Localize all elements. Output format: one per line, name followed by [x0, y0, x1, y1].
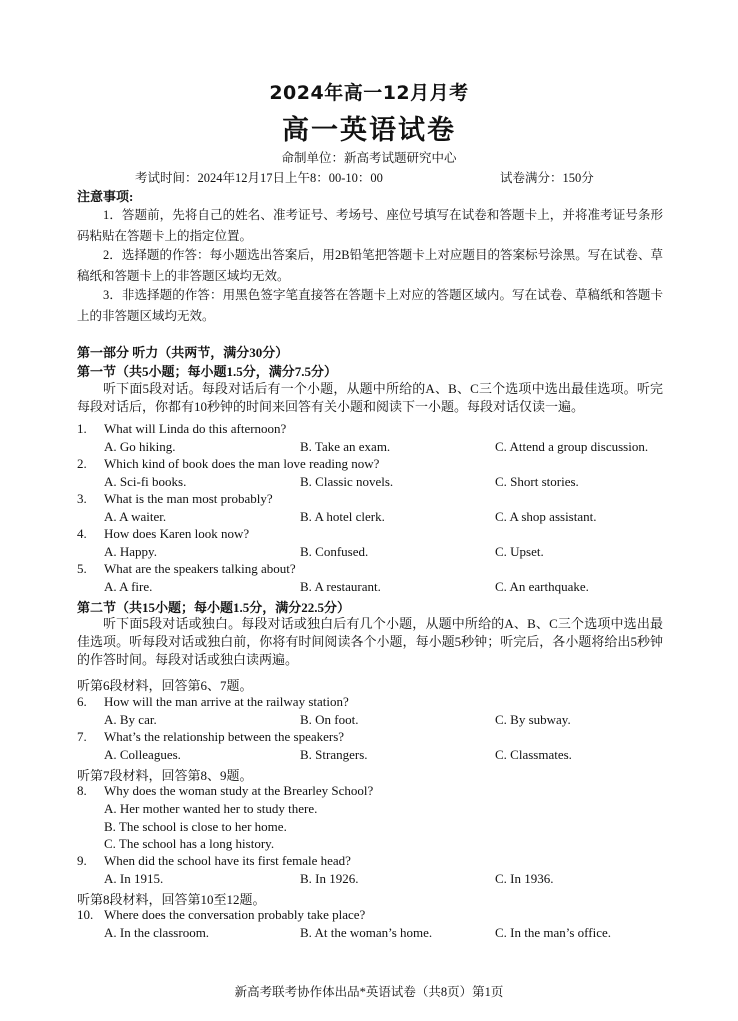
- question-number: 10.: [77, 907, 94, 922]
- option-a: A. Go hiking.: [104, 439, 176, 454]
- question-text: What will Linda do this afternoon?: [104, 421, 287, 436]
- notice-heading: 注意事项:: [77, 189, 134, 204]
- notice-item-3: 3．非选择题的作答：用黑色签字笔直接答在答题卡上对应的答题区域内。写在试卷、草稿纸和答题卡上的非答题区域均无效。: [77, 288, 663, 323]
- question-number: 1.: [77, 421, 87, 436]
- option-c: C. Attend a group discussion.: [495, 439, 649, 454]
- full-score: 试卷满分：150分: [500, 171, 594, 185]
- option-a: A. Happy.: [104, 544, 157, 559]
- option-c: C. In the man’s office.: [495, 925, 612, 940]
- option-c: C. An earthquake.: [495, 579, 589, 594]
- section1-heading: 第一节（共5小题；每小题1.5分，满分7.5分）: [77, 364, 338, 379]
- question-text: How does Karen look now?: [104, 526, 250, 541]
- question-number: 8.: [77, 783, 87, 798]
- material-label: 听第8段材料，回答第10至12题。: [77, 892, 266, 907]
- option-a: A. By car.: [104, 712, 157, 727]
- question-number: 4.: [77, 526, 87, 541]
- question-number: 9.: [77, 853, 87, 868]
- section1-instruction: 听下面5段对话。每段对话后有一个小题，从题中所给的A、B、C三个选项中选出最佳选项。听完每段对话后，你都有10秒钟的时间来回答有关小题和阅读下一小题。每段对话仅读一遍。: [77, 381, 663, 414]
- question-number: 2.: [77, 456, 87, 471]
- question-text: What are the speakers talking about?: [104, 561, 296, 576]
- option-b: B. Strangers.: [300, 747, 368, 762]
- option-b: B. A restaurant.: [300, 579, 381, 594]
- question-text: How will the man arrive at the railway station?: [104, 694, 349, 709]
- part1-heading: 第一部分 听力（共两节，满分30分）: [77, 345, 289, 360]
- option-a: A. Her mother wanted her to study there.: [104, 801, 318, 816]
- question-text: Why does the woman study at the Brearley School?: [104, 783, 374, 798]
- option-b: B. At the woman’s home.: [300, 925, 433, 940]
- option-c: C. In 1936.: [495, 871, 554, 886]
- question-text: What’s the relationship between the speakers?: [104, 729, 345, 744]
- option-b: B. The school is close to her home.: [104, 819, 287, 834]
- option-a: A. A fire.: [104, 579, 153, 594]
- option-b: B. Confused.: [300, 544, 369, 559]
- material-label: 听第6段材料，回答第6、7题。: [77, 678, 253, 693]
- option-c: C. A shop assistant.: [495, 509, 597, 524]
- question-number: 6.: [77, 694, 87, 709]
- compiling-unit: 命制单位：新高考试题研究中心: [281, 151, 457, 165]
- option-c: C. Classmates.: [495, 747, 572, 762]
- option-c: C. By subway.: [495, 712, 571, 727]
- question-number: 5.: [77, 561, 87, 576]
- option-b: B. A hotel clerk.: [300, 509, 385, 524]
- section2-heading: 第二节（共15小题；每小题1.5分，满分22.5分）: [77, 600, 351, 615]
- exam-title-line1: 2024年高一12月月考: [269, 82, 469, 104]
- option-b: B. On foot.: [300, 712, 359, 727]
- question-text: When did the school have its first female head?: [104, 853, 351, 868]
- question-number: 7.: [77, 729, 87, 744]
- exam-time: 考试时间：2024年12月17日上午8：00-10：00: [135, 171, 383, 185]
- material-label: 听第7段材料，回答第8、9题。: [77, 768, 253, 783]
- page-footer: 新高考联考协作体出品*英语试卷（共8页）第1页: [234, 985, 504, 999]
- option-c: C. The school has a long history.: [104, 836, 275, 851]
- option-a: A. In the classroom.: [104, 925, 210, 940]
- section2-instruction: 听下面5段对话或独白。每段对话或独白后有几个小题，从题中所给的A、B、C三个选项中选出最佳选项。听每段对话或独白前，你将有时间阅读各个小题，每小题5秒钟；听完后，各小题将给出5秒钟的作答时间。每段对话或独白读两遍。: [77, 616, 663, 667]
- question-number: 3.: [77, 491, 87, 506]
- option-b: B. Take an exam.: [300, 439, 391, 454]
- option-a: A. Sci-fi books.: [104, 474, 187, 489]
- option-b: B. In 1926.: [300, 871, 359, 886]
- option-b: B. Classic novels.: [300, 474, 394, 489]
- option-c: C. Upset.: [495, 544, 544, 559]
- option-a: A. Colleagues.: [104, 747, 181, 762]
- notice-item-2: 2．选择题的作答：每小题选出答案后，用2B铅笔把答题卡上对应题目的答案标号涂黑。写在试卷、草稿纸和答题卡上的非答题区域均无效。: [77, 248, 663, 283]
- notice-item-1: 1．答题前，先将自己的姓名、准考证号、考场号、座位号填写在试卷和答题卡上，并将准考证号条形码粘贴在答题卡上的指定位置。: [77, 208, 663, 243]
- exam-title-line2: 高一英语试卷: [282, 115, 456, 146]
- question-text: Which kind of book does the man love reading now?: [104, 456, 380, 471]
- option-a: A. In 1915.: [104, 871, 164, 886]
- question-text: Where does the conversation probably take place?: [104, 907, 366, 922]
- question-text: What is the man most probably?: [104, 491, 273, 506]
- option-c: C. Short stories.: [495, 474, 579, 489]
- option-a: A. A waiter.: [104, 509, 167, 524]
